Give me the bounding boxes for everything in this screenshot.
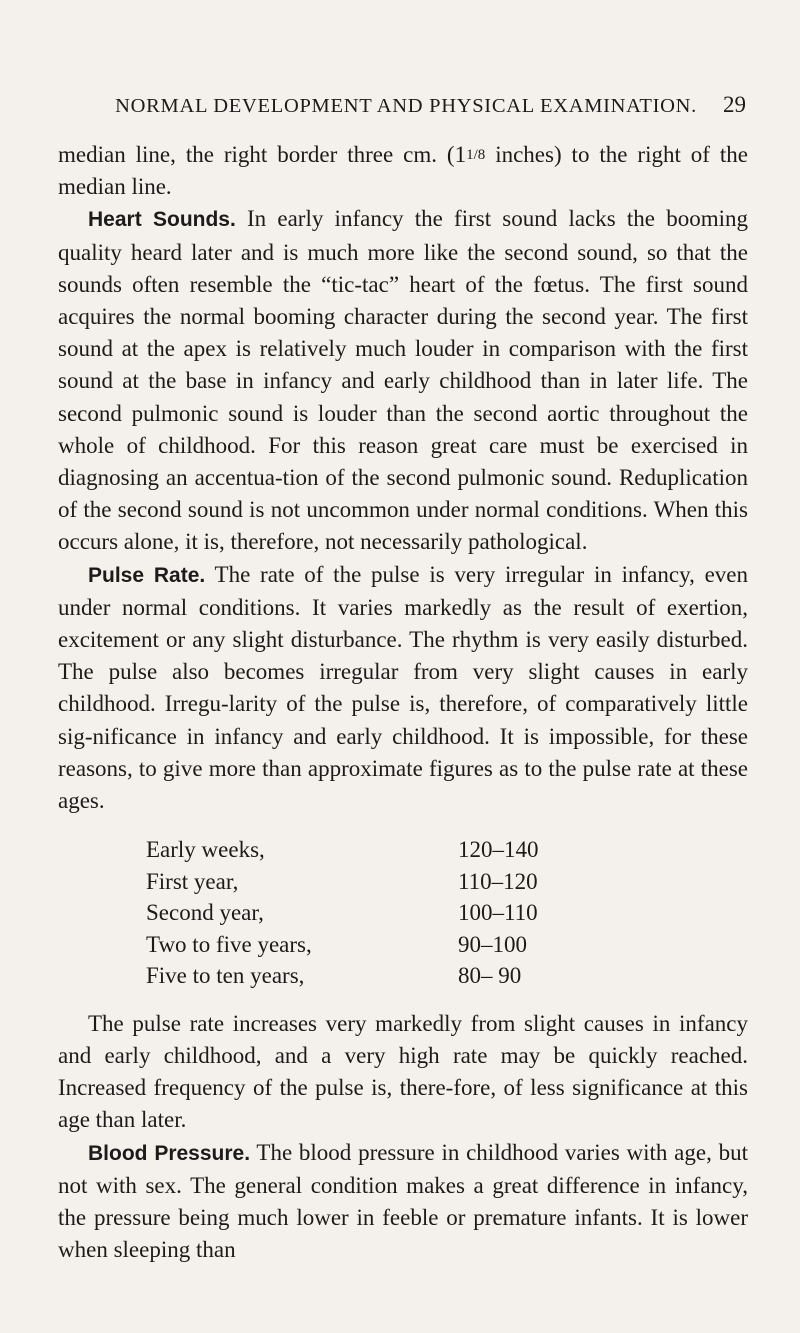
body-text bbox=[58, 139, 748, 1266]
running-title: NORMAL DEVELOPMENT AND PHYSICAL EXAMINATION. bbox=[115, 95, 697, 117]
table-row bbox=[146, 897, 539, 929]
paragraph-median-line bbox=[58, 139, 748, 203]
heading-heart-sounds: Heart Sounds. bbox=[88, 208, 236, 232]
fraction-one-eighth: 1/8 bbox=[466, 147, 486, 163]
table-cell-age: Five to ten years, bbox=[146, 963, 305, 989]
table-cell-age: Second year, bbox=[146, 900, 264, 926]
paragraph-pulse-rate bbox=[58, 559, 748, 818]
paragraph-text: inches) to the right of the median line. bbox=[58, 142, 748, 200]
table-cell-rate: 80– 90 bbox=[458, 963, 522, 989]
heading-blood-pressure: Blood Pressure. bbox=[88, 1141, 251, 1165]
paragraph-text: median line, the right border three cm. (1 bbox=[58, 142, 467, 167]
paragraph-text: The pulse rate increases very markedly from slight causes in infancy and early childhood, and a very high rate may be quickly reached. Increased frequency of the pulse is, there-fore, of less significance at this age than later. bbox=[58, 1010, 748, 1133]
heading-pulse-rate: Pulse Rate. bbox=[88, 563, 206, 587]
running-head bbox=[58, 92, 748, 132]
table-cell-age: First year, bbox=[146, 868, 239, 894]
table-cell-rate: 90–100 bbox=[458, 931, 527, 957]
paragraph-pulse-increase bbox=[58, 1008, 748, 1137]
table-row bbox=[146, 834, 539, 866]
pulse-rate-table bbox=[146, 834, 539, 992]
table-cell-rate: 120–140 bbox=[458, 837, 539, 863]
table-cell-rate: 100–110 bbox=[458, 900, 538, 926]
table-row bbox=[146, 866, 539, 898]
paragraph-heart-sounds bbox=[58, 203, 748, 558]
page-number: 29 bbox=[723, 92, 746, 117]
table-cell-age: Two to five years, bbox=[146, 931, 312, 957]
table-row bbox=[146, 960, 539, 992]
table-cell-rate: 110–120 bbox=[458, 868, 538, 894]
paragraph-blood-pressure bbox=[58, 1137, 748, 1267]
table-cell-age: Early weeks, bbox=[146, 837, 265, 863]
paragraph-text: The rate of the pulse is very irregular in infancy, even under normal conditions. It varies markedly as the result of exertion, excitement or any slight disturbance. The rhythm is very easily disturbed. The pulse also becomes irregular from very slight causes in early childhood. Irregu-larity of the pulse is, therefore, of comparatively little sig-nificance in infancy and early childhood. It is impossible, for these reasons, to give more than approximate figures as to the pulse rate at these ages. bbox=[58, 561, 748, 814]
paragraph-text: The blood pressure in childhood varies with age, but not with sex. The general condition makes a great difference in infancy, the pressure being much lower in feeble or premature infants. It is lower when sleeping than bbox=[58, 1139, 748, 1263]
paragraph-text: In early infancy the first sound lacks the booming quality heard later and is much more like the second sound, so that the sounds often resemble the “tic-tac” heart of the fœtus. The first sound acquires the normal booming character during the second year. The first sound at the apex is relatively much louder in comparison with the first sound at the base in infancy and early childhood than in later life. The second pulmonic sound is louder than the second aortic throughout the whole of childhood. For this reason great care must be exercised in diagnosing an accentua-tion of the second pulmonic sound. Reduplication of the second sound is not uncommon under normal conditions. When this occurs alone, it is, therefore, not necessarily pathological. bbox=[58, 206, 748, 555]
table-row bbox=[146, 929, 539, 961]
